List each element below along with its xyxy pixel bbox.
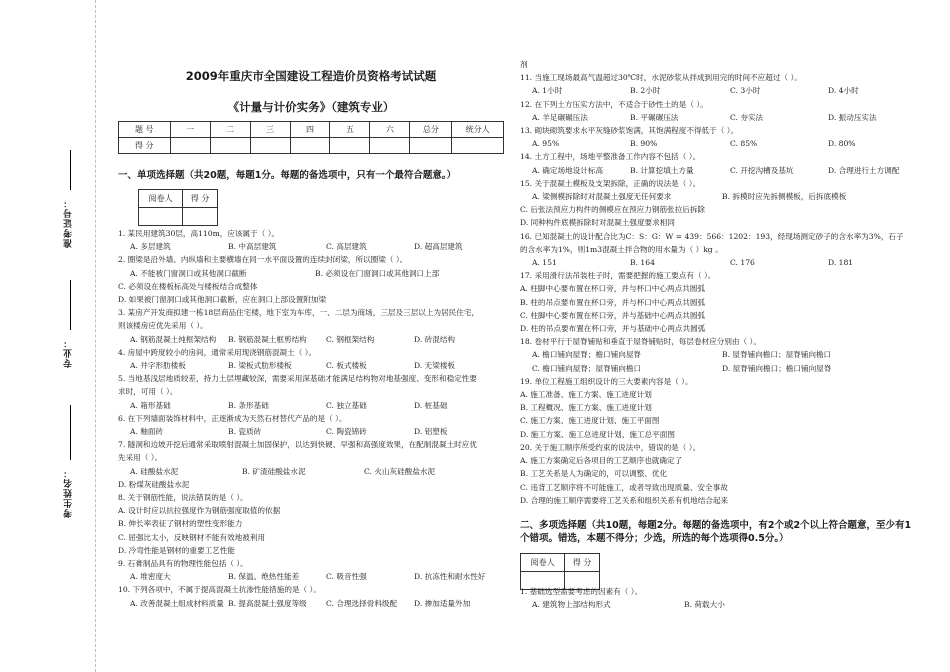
questions-11-to-20 xyxy=(520,58,935,507)
question-text: 先采用（ ）。 xyxy=(118,453,163,463)
answer-option: C. 夯实法 xyxy=(730,112,764,122)
question-text: 19. 单位工程施工组织设计的三大要素内容是（ ）。 xyxy=(520,376,693,386)
answer-option: B. 梁板式肋形楼板 xyxy=(228,361,292,371)
question-text: 5. 当地基浅层地质较差，持力土层埋藏较深，需要采用深基础才能满足结构物对地基强度、变形和稳定性要 xyxy=(118,374,477,384)
answer-option: C. 火山灰硅酸盐水泥 xyxy=(364,466,436,476)
question-text: 1. 基础选型需要考虑的因素有（ ）。 xyxy=(520,587,643,596)
major-label: 专业： xyxy=(64,338,74,368)
answer-options xyxy=(118,570,504,583)
question-text: 10. 下列各项中，不属于提高混凝土抗渗性能措施的是（ ）。 xyxy=(118,585,321,595)
question-text: 12. 在下列土方压实方法中，不适合于砂性土的是（ ）。 xyxy=(520,99,708,109)
answer-option: C. 176 xyxy=(730,258,755,268)
answer-option: D. 80% xyxy=(828,139,856,149)
section1-title: 一、单项选择题（共20题，每题1分。每题的备选项中，只有一个最符合题意。） xyxy=(118,170,457,181)
answer-option: A. 确定场地设计标高 xyxy=(532,165,604,175)
answer-option: A. 井字形肋楼板 xyxy=(130,361,186,371)
question-text: 则该楼房应优先采用（ ）。 xyxy=(118,321,208,331)
question-text: A. 设计时应以抗拉强度作为钢筋强度取值的依据 xyxy=(118,506,281,516)
answer-option: D. 铝塑板 xyxy=(414,427,448,437)
question-text: B. 工艺关系是人为确定的，可以调整、优化 xyxy=(520,469,668,479)
answer-option: A. 梁侧模拆除时对混凝土强度无任何要求 xyxy=(532,192,672,202)
answer-options xyxy=(118,597,504,610)
question-text: 11. 当施工现场最高气温超过30℃时，水泥砂浆从拌成到用完的时间不应超过（ ）。 xyxy=(520,73,802,83)
answer-option: B. 计算挖填土方量 xyxy=(630,165,694,175)
question-text: 17. 采用滑行法吊装柱子时，需要把握的施工要点有（ ）。 xyxy=(520,271,716,281)
question-text: 15. 关于混凝土模板及支架拆除，正确的说法是（ ）。 xyxy=(520,178,701,188)
answer-option: B. 条形基础 xyxy=(228,400,269,410)
question-text: B. 柱的吊点要布置在杯口旁，并与杯口中心两点共圆弧 xyxy=(520,297,706,307)
name-line xyxy=(70,405,71,460)
question-text: 18. 卷材平行于屋脊铺贴和垂直于屋脊铺贴时，每层卷材应分别由（ ）。 xyxy=(520,337,761,347)
answer-option: B. 90% xyxy=(630,139,658,149)
answer-option: D. 振动压实法 xyxy=(828,112,877,122)
answer-option: B. 拆模时应先拆侧模板，后拆底模板 xyxy=(722,192,847,202)
answer-option: D. 无梁楼板 xyxy=(414,361,456,371)
answer-option: A. 多层建筑 xyxy=(130,242,171,252)
answer-option: A. 堆密度大 xyxy=(130,572,171,582)
question-text: D. 合理的施工顺序需要将工艺关系和组织关系有机地结合起来 xyxy=(520,495,729,505)
grader-box-1 xyxy=(138,189,218,226)
answer-options xyxy=(118,240,504,253)
question-text: 的含水率为1%，则1m3混凝土拌合物的用水量为（ ）kg 。 xyxy=(520,244,723,254)
score-cell[interactable] xyxy=(410,138,452,154)
score-cell: 统分人 xyxy=(452,122,504,138)
answer-option: C. 独立基础 xyxy=(326,400,367,410)
question-text: D. 施工方案、施工总进度计划、施工总平面图 xyxy=(520,429,675,439)
answer-option: A. 釉面砖 xyxy=(130,427,164,437)
answer-option: A. 钢筋混凝土纯框架结构 xyxy=(130,334,217,344)
score-table-header-row xyxy=(119,122,504,138)
question-text: 8. 关于钢筋性能，说法错误的是（ ）。 xyxy=(118,493,248,503)
section2-title xyxy=(520,519,940,545)
score-table xyxy=(118,121,504,154)
answer-option: D. 超高层建筑 xyxy=(414,242,463,252)
grader-reviewer-label: 阅卷人 xyxy=(521,554,565,572)
score-cell: 五 xyxy=(330,122,370,138)
answer-option: A. 檐口铺向屋脊；檐口铺向屋脊 xyxy=(532,350,642,360)
question-text: B. 伸长率表征了钢材的塑性变形能力 xyxy=(118,519,243,529)
answer-option: C. 高层建筑 xyxy=(326,242,367,252)
answer-options xyxy=(118,267,504,280)
major-line xyxy=(70,280,71,330)
question-text: 3. 某房产开发商拟建一栋18层商品住宅楼，地下室为车库，一、二层为商场，三层及三层以上为居民住宅， xyxy=(118,308,480,318)
answer-option: A. 1小时 xyxy=(532,86,563,96)
answer-option: B. 平碾碾压法 xyxy=(630,112,679,122)
answer-options xyxy=(520,362,935,375)
grader-score-label: 得 分 xyxy=(565,554,600,572)
question-text: 7. 隧洞和边坡开挖后通常采取喷射混凝土加固保护，以达到快硬、早强和高强度效果，在配制混凝土时应优 xyxy=(118,440,477,450)
answer-options xyxy=(118,359,504,372)
answer-option: A. 151 xyxy=(532,258,557,268)
exam-id-line xyxy=(70,150,71,190)
score-cell: 四 xyxy=(290,122,330,138)
answer-option: C. 合理选择骨料级配 xyxy=(326,598,398,608)
question-text: 13. 砌块砌筑要求水平灰缝砂浆饱满，其饱满程度不得低于（ ）。 xyxy=(520,126,739,136)
answer-options xyxy=(118,465,504,478)
answer-option: A. 箱形基础 xyxy=(130,400,171,410)
question-text: C. 必须设在楼板标高处与楼板结合成整体 xyxy=(118,281,258,291)
score-cell[interactable] xyxy=(250,138,290,154)
section2-title-line1: 二、多项选择题（共10题，每题2分。每题的备选项中，有2个或2个以上符合题意，至少有1 xyxy=(520,520,912,531)
exam-id-label: 准考证号： xyxy=(64,198,74,248)
question-text: 9. 石膏制品具有的物理性能包括（ ）。 xyxy=(118,559,248,569)
question-text: 求时，可用（ ）。 xyxy=(118,387,178,397)
answer-option: C. 板式楼板 xyxy=(326,361,367,371)
question-text: D. 同种构件底模拆除时对混凝土强度要求相同 xyxy=(520,218,675,228)
question-text: 14. 土方工程中，场地平整准备工作内容不包括（ ）。 xyxy=(520,152,701,162)
answer-options xyxy=(118,425,504,438)
question-text: D. 柱的吊点要布置在杯口旁，并与基础中心两点共圆弧 xyxy=(520,324,706,334)
grader-reviewer-cell[interactable] xyxy=(139,208,183,226)
name-label: 考生姓名： xyxy=(64,468,74,518)
answer-option: B. 荷载大小 xyxy=(684,600,725,610)
multi-choice-questions xyxy=(520,585,935,611)
answer-options xyxy=(520,137,935,150)
answer-option: C. 3小时 xyxy=(730,86,761,96)
answer-option: C. 陶瓷锦砖 xyxy=(326,427,367,437)
answer-options xyxy=(118,333,504,346)
exam-subtitle: 《计量与计价实务》（建筑专业） xyxy=(227,100,395,114)
answer-option: D. 掺加适量外加 xyxy=(414,598,471,608)
score-cell[interactable] xyxy=(210,138,250,154)
score-cell[interactable] xyxy=(170,138,210,154)
question-text: D. 冷弯性能是钢材的重要工艺性能 xyxy=(118,545,235,555)
answer-options xyxy=(520,164,935,177)
answer-option: D. 砖混结构 xyxy=(414,334,456,344)
answer-option: C. 85% xyxy=(730,139,758,149)
section2-title-line2: 个错项。错选，本题不得分；少选，所选的每个选项得0.5分。） xyxy=(520,533,789,544)
answer-option: D. 抗冻性和耐水性好 xyxy=(414,572,486,582)
answer-option: D. 屋脊铺向檐口；檐口铺向屋脊 xyxy=(722,363,832,373)
question-text: C. 后张法预应力构件的侧模应在预应力钢筋张拉后拆除 xyxy=(520,205,706,215)
answer-options xyxy=(520,190,935,203)
score-table-score-row xyxy=(119,138,504,154)
answer-option: A. 不能被门窗洞口或其他洞口截断 xyxy=(130,268,247,278)
score-cell: 二 xyxy=(210,122,250,138)
score-cell: 题 号 xyxy=(119,122,171,138)
answer-option: A. 95% xyxy=(532,139,560,149)
question-text: 16. 已知混凝土的设计配合比为C：S：G：W = 439：566：1202：193，经现场测定砂子的含水率为3%，石子 xyxy=(520,231,904,241)
score-cell: 得 分 xyxy=(119,138,171,154)
question-text: D. 粉煤灰硅酸盐水泥 xyxy=(118,479,190,489)
question-text: A. 柱脚中心要布置在杯口旁，并与杯口中心两点共圆弧 xyxy=(520,284,705,294)
binding-margin xyxy=(0,0,96,672)
grader-score-label: 得 分 xyxy=(183,190,218,208)
answer-option: C. 吸音性强 xyxy=(326,572,367,582)
answer-option: D. 合理进行土方调配 xyxy=(828,165,900,175)
answer-option: B. 矿渣硅酸盐水泥 xyxy=(242,466,306,476)
grader-reviewer-label: 阅卷人 xyxy=(139,190,183,208)
answer-option: B. 2小时 xyxy=(630,86,661,96)
answer-option: A. 羊足碾碾压法 xyxy=(532,112,588,122)
answer-option: A. 硅酸盐水泥 xyxy=(130,466,179,476)
score-cell: 六 xyxy=(370,122,410,138)
answer-options xyxy=(118,399,504,412)
question-text: 2. 圈梁是沿外墙、内纵墙和主要横墙在同一水平面设置的连续封闭梁，所以圈梁（ ）。 xyxy=(118,255,408,265)
answer-option: D. 4小时 xyxy=(828,86,859,96)
question-text: 1. 某民用建筑30层，高110m，应该属于（ ）。 xyxy=(118,229,280,238)
answer-option: B. 提高混凝土强度等级 xyxy=(228,598,307,608)
question-text: C. 施工方案、施工进度计划、施工平面图 xyxy=(520,416,660,426)
answer-option: C. 檐口铺向屋脊；屋脊铺向檐口 xyxy=(532,363,642,373)
answer-option: B. 瓷质砖 xyxy=(228,427,262,437)
question-text: D. 如果被门窗洞口或其他洞口截断，应在洞口上部设置附加梁 xyxy=(118,295,327,305)
answer-options xyxy=(520,348,935,361)
answer-options xyxy=(520,111,935,124)
answer-options xyxy=(520,256,935,269)
score-cell[interactable] xyxy=(452,138,504,154)
score-cell[interactable] xyxy=(330,138,370,154)
question-text: 6. 在下列墙面装饰材料中，正逐渐成为天然石材替代产品的是（ ）。 xyxy=(118,413,347,423)
answer-option: B. 钢筋混凝土框剪结构 xyxy=(228,334,307,344)
answer-options xyxy=(520,598,935,611)
answer-option: D. 桩基础 xyxy=(414,400,448,410)
question-text: 4. 房屋中跨度较小的房间，通常采用现浇钢筋混凝土（ ）。 xyxy=(118,347,317,357)
answer-option: B. 保温、绝热性能差 xyxy=(228,572,300,582)
answer-option: B. 中高层建筑 xyxy=(228,242,277,252)
answer-option: C. 钢框架结构 xyxy=(326,334,375,344)
question-text: 剂 xyxy=(520,60,528,69)
answer-option: A. 建筑物上部结构形式 xyxy=(532,600,611,610)
exam-title: 2009年重庆市全国建设工程造价员资格考试试题 xyxy=(185,69,437,83)
question-text: 20. 关于施工顺序所受约束的说法中，错误的是（ ）。 xyxy=(520,442,701,452)
score-cell: 总分 xyxy=(410,122,452,138)
score-cell: 三 xyxy=(250,122,290,138)
grader-score-cell[interactable] xyxy=(183,208,218,226)
questions-1-to-10 xyxy=(118,227,504,610)
answer-option: B. 164 xyxy=(630,258,655,268)
answer-option: B. 必须设在门窗洞口或其他洞口上部 xyxy=(315,268,440,278)
question-text: C. 违背工艺顺序将不可能施工，或者导致出现质量、安全事故 xyxy=(520,482,728,492)
answer-option: C. 开挖沟槽及基坑 xyxy=(730,165,794,175)
answer-option: B. 屋脊铺向檐口；屋脊铺向檐口 xyxy=(722,350,832,360)
question-text: C. 柱脚中心要布置在杯口旁，并与基础中心两点共圆弧 xyxy=(520,310,706,320)
score-cell[interactable] xyxy=(370,138,410,154)
question-text: A. 施工方案确定后各项目的工艺顺序也就确定了 xyxy=(520,456,683,466)
answer-options xyxy=(520,84,935,97)
answer-option: A. 改善混凝土组成材料质量 xyxy=(130,598,224,608)
score-cell[interactable] xyxy=(290,138,330,154)
question-text: A. 施工准备、施工方案、施工进度计划 xyxy=(520,390,652,400)
score-cell: 一 xyxy=(170,122,210,138)
question-text: C. 屈强比太小，反映钢材不能有效地被利用 xyxy=(118,532,266,542)
answer-option: D. 181 xyxy=(828,258,854,268)
question-text: B. 工程概况、施工方案、施工进度计划 xyxy=(520,403,652,413)
